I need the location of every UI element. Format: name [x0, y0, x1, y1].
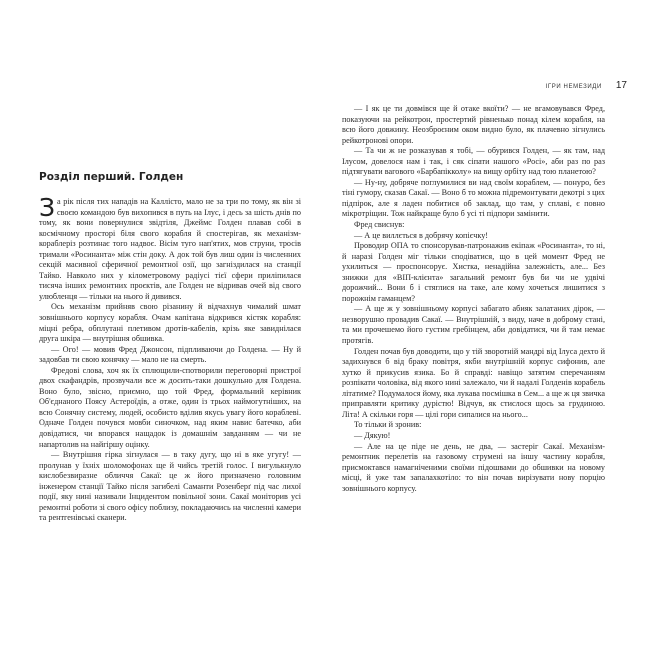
opening-paragraph-text: а рік після тих нападів на Каллісто, мало не за три по тому, як він зі своєю командою був вихопився в путь на Ілус, і десь за шість днів по тому, як вони повернулися звідтіля, Джеймс Голден плавав собі в космічному просторі біля свого корабля й спостерігав, як механізм-кораблеріз розтинає того надвоє. Вісім туго нап'ятих, мов струни, тросів тримали «Росинанта» між стін доку. А док той був лиш один із численних секцій масивної сферичної ремонтної озії, що загніздилася на станції Тайко. Навколо них у кілометровому радіусі тієї сфери приліпилася тисяча інших ремонтних проєктів, але Голден не відривав очей від свого улюбленця — тільки на нього й дивився. — [39, 197, 301, 301]
opening-paragraph — [39, 193, 301, 302]
paragraph: Ось механізм прийняв свою різанину й відчахнув чималий шмат зовнішнього корпусу корабля. Очам капітана відкрився кістяк корабля: міцні ребра, обплутані плетивом дротів-кабелів, крізь яке завиднілася друга шкіра — внутрішня обшивка. — [39, 302, 301, 344]
paragraph: — А це виллється в добрячу копієчку! — [354, 230, 489, 240]
running-header — [517, 80, 627, 91]
paragraph: — Ого! — мовив Фред Джонсон, підпливаючи до Голдена. — Ну й задовбав ти свою конячку — мало не на смерть. — [39, 344, 301, 365]
paragraph: — Та чи ж не розказував я тобі, — обурився Голден, — як там, над Ілусом, довелося нам і так, і сяк сіпати нашого «Росі», аби раз по раз підтягувати вагового «Барбапікколу» на вищу орбіту над тою планетою? — [342, 146, 605, 177]
paragraph: — Внутрішня гірка зігнулася — в таку дугу, що ні в яке угугу! — пролунав у їхніх шоломофонах ще й чийсь третій голос. І вигулькнуло кислобезвиразне обличчя Сакаї: це ж його призначено головним інженером станції Тайко після загибелі Саманти Розенберґ під час лихої події, яку нині називали Інцидентом повільної зони. Сакаї моніторив усі ремонтні роботи зі свого офісу поблизу, покладаючись на численні камери та рентгенівські сканери. — [39, 450, 301, 523]
page-number: 17 — [615, 80, 627, 91]
paragraph: Голден почав був доводити, що у тій зворотній мандрі від Ілуса дехто й задихнувся б від браку повітря, якби внутрішній корпус сифонив, але хутко й прикусив язика. Бо й справді: навіщо затятим сперечанням розпікати чоловіка, від якого нині залежало, чи й надалі Голденів корабель літатиме? Подумалося йому, яка лукава посмішка в Сем... а ще ж ця звичка приправляти критику дурістю! Відчув, як стислося щось за грудиною. Літа! А скільки горя — цілі гори сипалися на нього... — [342, 346, 605, 419]
right-page-body — [342, 104, 605, 494]
paragraph: — Але на це піде не день, не два, — застеріг Сакаї. Механізм-ремонтник перелетів на газовому струмені на іншу частину корабля, присмоктався намагніченими своїми підошвами до обшивки на новому місці, й уже там запалахкотіло: то він почав вирізувати нову порцію зовнішнього корпусу. — [342, 441, 605, 493]
paragraph: Фредові слова, хоч як їх сплющили-спотворили переговорні пристрої двох скафандрів, прозвучали все ж досить-таки дошкульно для Голдена. Воно було, звісно, приємно, що той Фред, формальний керівник Об'єднаного Поясу Астероїдів, а отже, один із трьох наймогутніших, на всю Сонячну систему, людей, особисто вділив якусь увагу його кораблеві. Одначе Голден почувся мовби синочком, над яким навис батечко, аби довідатися, чи впорався нащадок із домашнім завданням — чи не напартолив на найгіршу оцінку. — [39, 365, 301, 449]
right-page — [325, 0, 650, 650]
drop-cap: З — [39, 193, 56, 222]
paragraph: — Ну-ну, добряче поглумилися ви над своїм кораблем, — понуро, без тіні гумору, сказав Сакаї. — Воно б то можна підремонтувати декотрі з цих підпірок, але я ладен побитися об заклад, що там, у сплаві, є повно мікротріщин. Тож найкраще було б усі ті підпори замінити. — [342, 177, 605, 219]
paragraph: — А ще ж у зовнішньому корпусі забагато абияк залатаних дірок, — незворушно провадив Сакаї. — Внутрішній, з виду, наче в доброму стані, та ми прочешемо його густим гребінцем, аби довідатися, чи й там немає протягів. — [342, 304, 605, 346]
paragraph: Проводир ОПА то спонсорував-патронажив екіпаж «Росинанта», то ні, й наразі Голден міг тільки сподіватися, що в цей момент Фред не ухилиться — проспонсорує. Хистка, ненадійна залежність, але... Без знижки для «ВІП-клієнта» загальний ремонт був би чи не удвічі дорожчий... Вони б і стяглися на таке, але кому хочеться лишитися з порожнім гаманцем? — [342, 241, 605, 303]
running-title: ІГРИ НЕМЕЗИДИ — [545, 84, 602, 90]
paragraph: То тільки й зронив: — [354, 420, 422, 430]
paragraph: — Дякую! — [354, 430, 391, 440]
chapter-title: Розділ перший. Голден — [39, 170, 184, 183]
paragraph: Фред свиснув: — [354, 220, 405, 230]
left-page-body — [39, 193, 301, 524]
paragraph: — І як це ти довмівся ще й отаке вкоїти? — не вгамовувався Фред, показуючи на рейкотрон, простертий рівненько понад кілем корабля, на всю його довжину. Неозброєним оком видно було, як плачевно зігнулись рейкотронові опори. — [342, 104, 605, 145]
